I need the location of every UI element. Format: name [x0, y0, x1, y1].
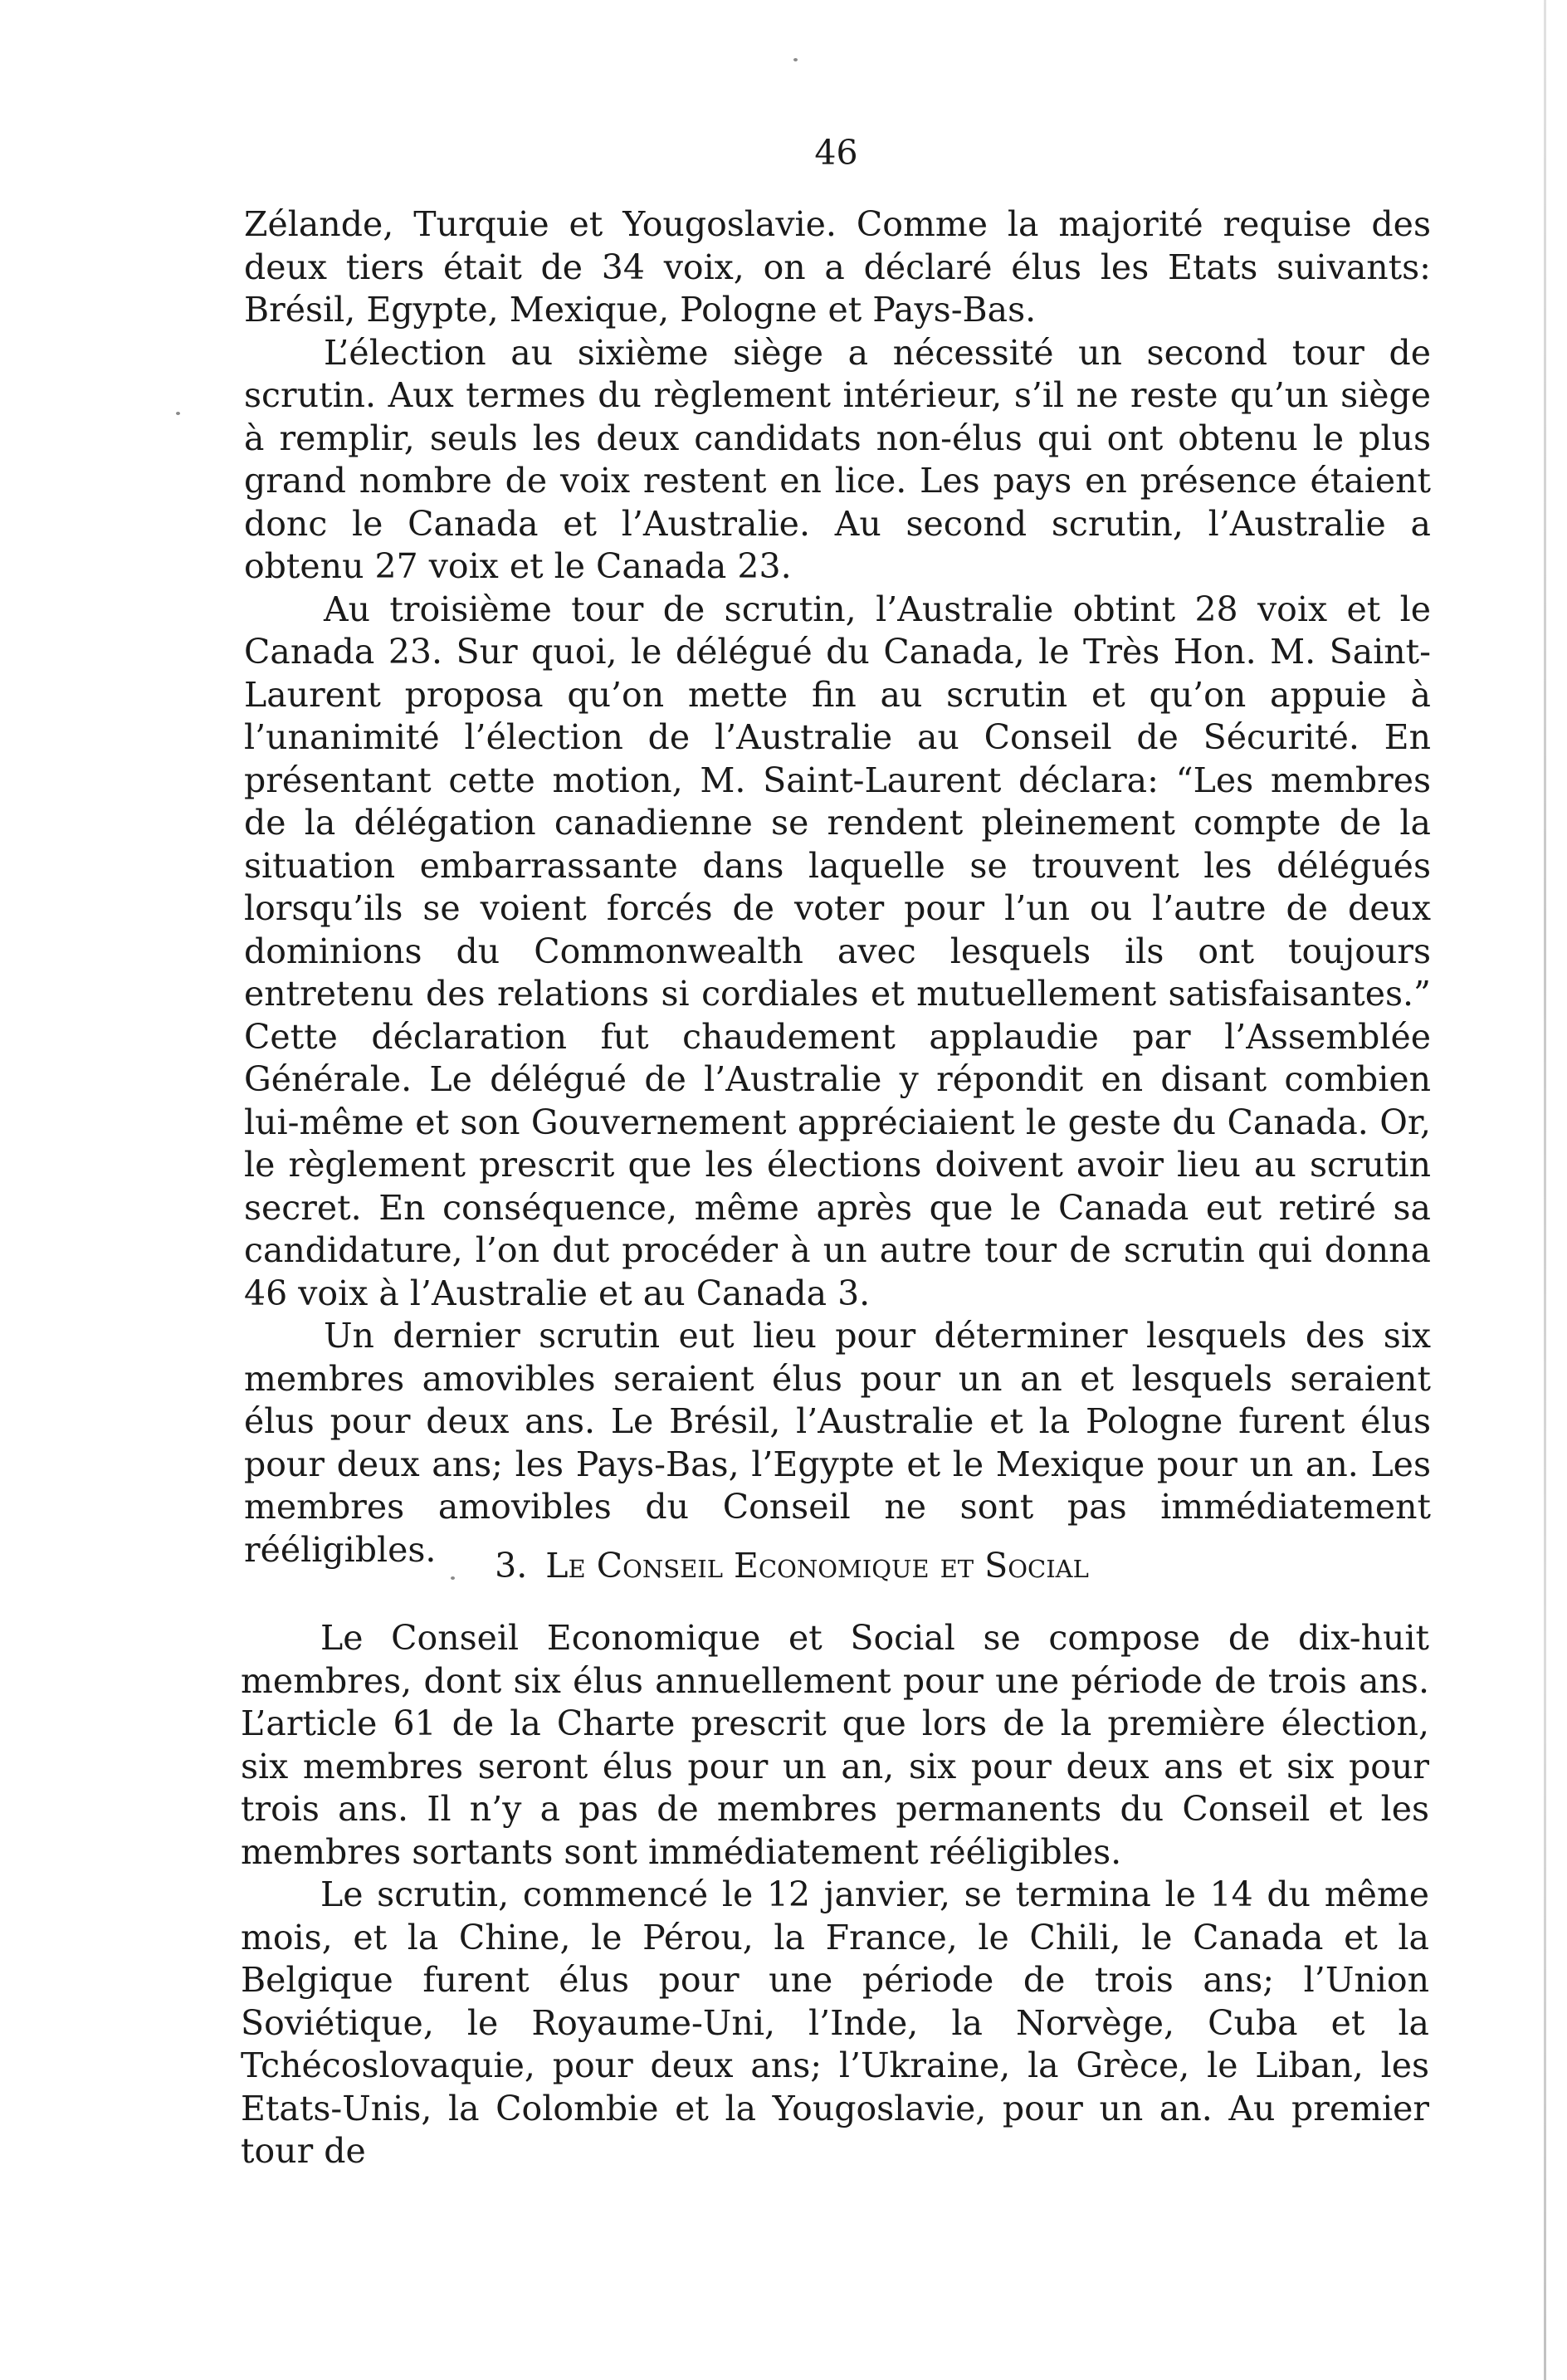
paragraph: L’élection au sixième siège a nécessité un second tour de scrutin. Aux termes du règlement intérieur, s’il ne reste qu’un siège à remplir, seuls les deux candidats non-élus qui ont obtenu le plus grand nombre de voix restent en lice. Les pays en présence étaient donc le Canada et l’Australie. Au second scrutin, l’Australie a obtenu 27 voix et le Canada 23.: [244, 332, 1431, 586]
paragraph: Le Conseil Economique et Social se compose de dix-huit membres, dont six élus annuellement pour une période de trois ans. L’article 61 de la Charte prescrit que lors de la première élection, six membres seront élus pour un an, six pour deux ans et six pour trois ans. Il n’y a pas de membres permanents du Conseil et les membres sortants sont immédiatement rééligibles.: [241, 1618, 1429, 1872]
section-number: 3.: [495, 1546, 528, 1586]
section-heading: [0, 1546, 1567, 1586]
paragraph: Au troisième tour de scrutin, l’Australie obtint 28 voix et le Canada 23. Sur quoi, le délégué du Canada, le Très Hon. M. Saint-Laurent proposa qu’on mette fin au scrutin et qu’on appuie à l’unanimité l’élection de l’Australie au Conseil de Sécurité. En présentant cette motion, M. Saint-Laurent déclara: “Les membres de la délégation canadienne se rendent pleinement compte de la situation embarrassante dans laquelle se trouvent les délégués lorsqu’ils se voient forcés de voter pour l’un ou l’autre de deux dominions du Commonwealth avec lesquels ils ont toujours entretenu des relations si cordiales et mutuellement satisfaisantes.” Cette déclaration fut chaudement applaudie par l’Assemblée Générale. Le délégué de l’Australie y répondit en disant combien lui-même et son Gouvernement appréciaient le geste du Canada. Or, le règlement prescrit que les élections doivent avoir lieu au scrutin secret. En conséquence, même après que le Canada eut retiré sa candidature, l’on dut procéder à un autre tour de scrutin qui donna 46 voix à l’Australie et au Canada 3.: [244, 589, 1431, 1313]
paragraph: Le scrutin, commencé le 12 janvier, se termina le 14 du même mois, et la Chine, le Pérou, la France, le Chili, le Canada et la Belgique furent élus pour une période de trois ans; l’Union Soviétique, le Royaume-Uni, l’Inde, la Norvège, Cuba et la Tchécoslovaquie, pour deux ans; l’Ukraine, la Grèce, le Liban, les Etats-Unis, la Colombie et la Yougoslavie, pour un an. Au premier tour de: [241, 1874, 1429, 2171]
scan-speck: [176, 412, 180, 415]
body-text-bottom: [241, 1617, 1429, 2173]
paragraph: Zélande, Turquie et Yougoslavie. Comme la majorité requise des deux tiers était de 34 voix, on a déclaré élus les Etats suivants: Brésil, Egypte, Mexique, Pologne et Pays-Bas.: [244, 204, 1431, 330]
paragraph: Un dernier scrutin eut lieu pour déterminer lesquels des six membres amovibles seraient élus pour un an et lesquels seraient élus pour deux ans. Le Brésil, l’Australie et la Pologne furent élus pour deux ans; les Pays-Bas, l’Egypte et le Mexique pour un an. Les membres amovibles du Conseil ne sont pas immédiatement rééligibles.: [244, 1316, 1431, 1570]
page-number: 46: [814, 133, 858, 173]
section-title: Le Conseil Economique et Social: [545, 1546, 1089, 1586]
page-edge-shadow: [1544, 0, 1546, 2380]
scan-speck: [793, 58, 798, 61]
body-text-top: [244, 203, 1431, 1571]
